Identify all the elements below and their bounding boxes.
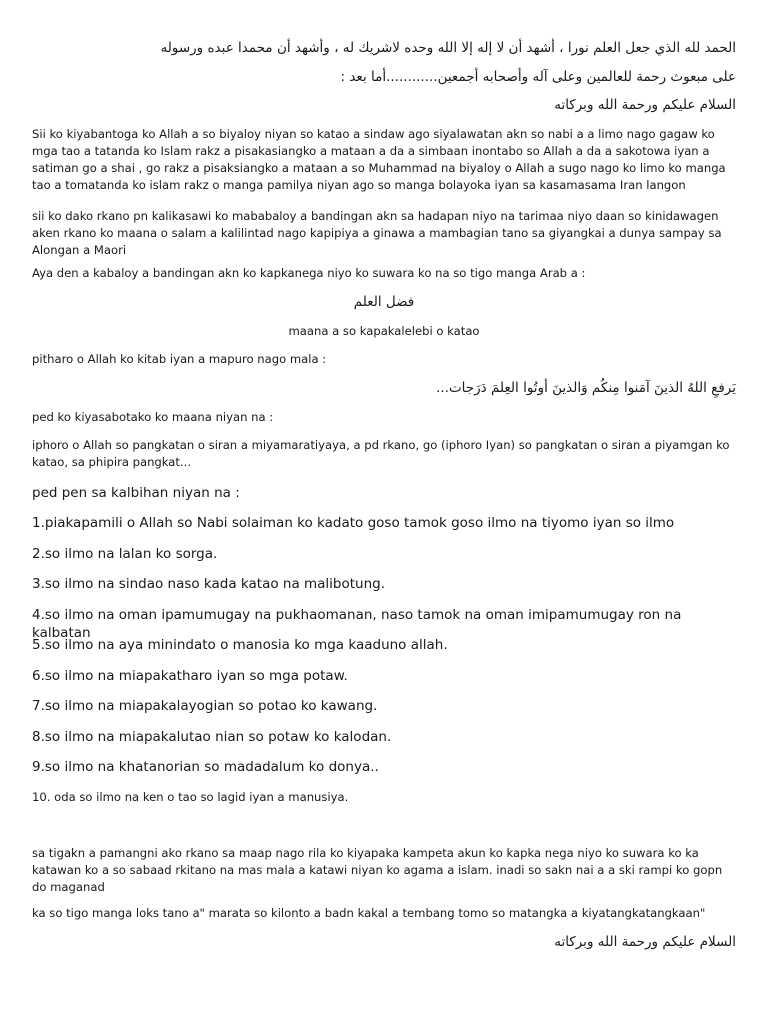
paragraph-meaning-lead: ped ko kiyasabotako ko maana niyan na : bbox=[32, 410, 274, 424]
topic-title-arabic: فضل العلم bbox=[353, 294, 415, 310]
list-item: 8.so ilmo na miapakalutao nian so potaw ko kalodan. bbox=[32, 729, 392, 745]
arabic-intro-line-2: على مبعوث رحمة للعالمين وعلى آله وأصحابه أجمعين............أما بعد : bbox=[340, 69, 736, 85]
list-item: 1.piakapamili o Allah so Nabi solaiman ko kadato goso tamok goso ilmo na tiyomo iyan so ilmo bbox=[32, 515, 675, 531]
list-item: 6.so ilmo na miapakatharo iyan so mga potaw. bbox=[32, 668, 348, 684]
paragraph-topic-lead: Aya den a kabaloy a bandingan akn ko kapkanega niyo ko suwara ko na so tigo manga Arab a : bbox=[32, 266, 586, 280]
topic-title-meaning: maana a so kapakalelebi o katao bbox=[288, 324, 480, 338]
paragraph-quran-lead: pitharo o Allah ko kitab iyan a mapuro nago mala : bbox=[32, 352, 327, 366]
list-item: 5.so ilmo na aya minindato o manosia ko mga kaaduno allah. bbox=[32, 637, 448, 653]
list-item: 9.so ilmo na khatanorian so madadalum ko donya.. bbox=[32, 759, 379, 775]
arabic-closing: السلام عليكم ورحمة الله وبركاته bbox=[554, 934, 736, 950]
paragraph-welcome: sii ko dako rkano pn kalikasawi ko mababaloy a bandingan akn sa hadapan niyo na tarimaa niyo daan so kinidawagen aken rkano ko maana o salam a kalilintad nago kapipiya a ginawa a mambagian tano sa giyangkai a dunya sampay sa Alongan a Maori bbox=[32, 209, 722, 257]
list-intro: ped pen sa kalbihan niyan na : bbox=[32, 485, 240, 501]
paragraph-verse-meaning: iphoro o Allah so pangkatan o siran a miyamaratiyaya, a pd rkano, go (iphoro Iyan) so pangkatan o siran a piyamgan ko katao, sa phipira pangkat... bbox=[32, 438, 730, 469]
list-item: 3.so ilmo na sindao naso kada katao na malibotung. bbox=[32, 576, 386, 592]
arabic-greeting: السلام عليكم ورحمة الله وبركاته bbox=[554, 97, 736, 113]
list-item-10: 10. oda so ilmo na ken o tao so lagid iyan a manusiya. bbox=[32, 790, 349, 804]
list-item: 2.so ilmo na lalan ko sorga. bbox=[32, 546, 218, 562]
list-item: 7.so ilmo na miapakalayogian so potao ko kawang. bbox=[32, 698, 378, 714]
arabic-intro-line-1: الحمد لله الذي جعل العلم نورا ، أشهد أن لا إله إلا الله وحده لاشريك له ، وأشهد أن محمدا عبده ورسوله bbox=[160, 40, 736, 56]
paragraph-intro: Sii ko kiyabantoga ko Allah a so biyaloy niyan so katao a sindaw ago siyalawatan akn so nabi a a limo nago gagaw ko mga tao a tatanda ko Islam rakz a pisakasiangko a mataan a da a simbaan inontabo so Allah a da a sakotowa iyan a satiman go a shai , go rakz a pisaksiangko a mataan a so Muhammad na biyaloy o Allah a sugo nago ko limo ko manga tao a tomatanda ko islam rakz o manga pamilya niyan ago so manga bolayoka iyan sa kasamasama Iran langon bbox=[32, 127, 726, 192]
paragraph-apology: sa tigakn a pamangni ako rkano sa maap nago rila ko kiyapaka kampeta akun ko kapka nega niyo ko suwara ko ka katawan ko a so sabaad rkitano na mas mala a katawi niyan ko agama a islam. inadi so sakn nai a a ski rampi ko gopn do maganad bbox=[32, 846, 723, 894]
paragraph-proverb: ka so tigo manga loks tano a" marata so kilonto a badn kakal a tembang tomo so matangka a kiyatangkatangkaan" bbox=[32, 906, 706, 920]
list-item: 4.so ilmo na oman ipamumugay na pukhaomanan, naso tamok na oman imipamumugay ron na kalbatan bbox=[32, 607, 682, 641]
quran-verse-arabic: يَرفعِ اللهُ الذينَ آمَنوا مِنكُم وَالذينَ أوتُوا العِلمَ دَرَجات... bbox=[436, 380, 736, 396]
